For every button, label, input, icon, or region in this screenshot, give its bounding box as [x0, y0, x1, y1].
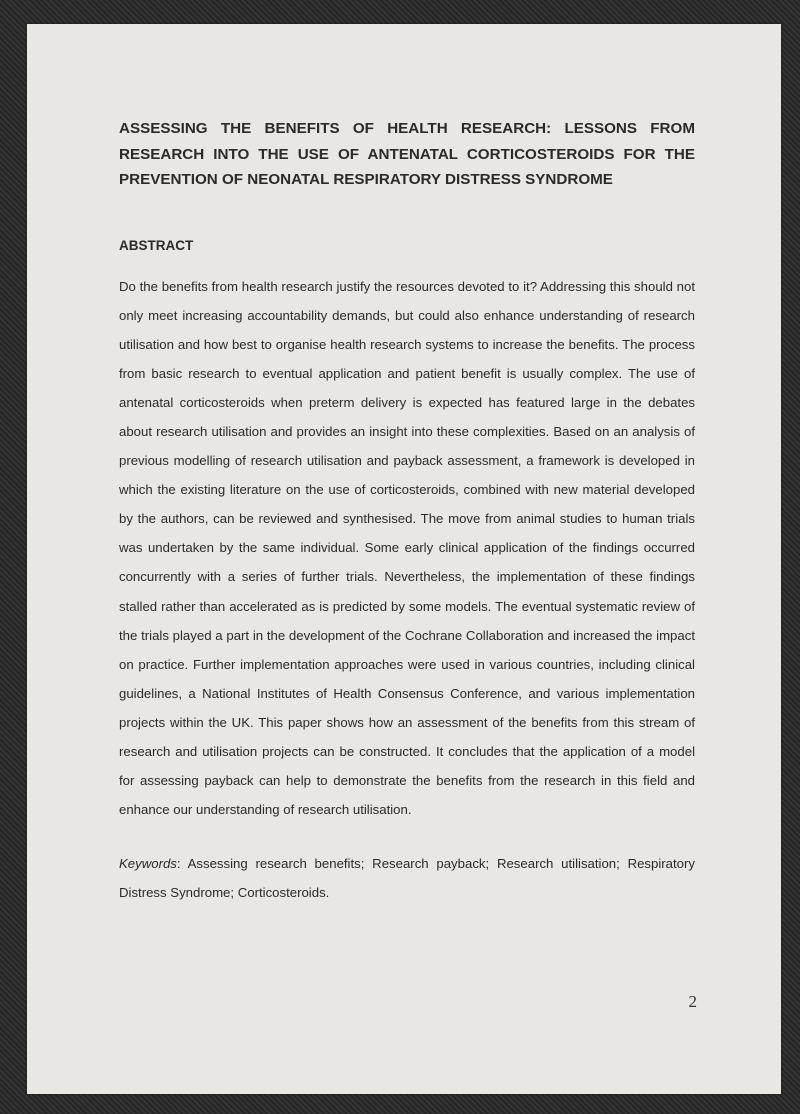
keywords-label: Keywords — [119, 856, 177, 872]
abstract-heading: ABSTRACT — [119, 237, 194, 253]
keywords-text: : Assessing research benefits; Research payback; Research utilisation; Respiratory Distress Syndrome; Corticosteroids. — [119, 856, 695, 901]
abstract-paragraph: Do the benefits from health research justify the resources devoted to it? Addressing this should not only meet increasing accountability demands, but could also enhance understanding of research utilisation and how best to organise health research systems to increase the benefits. The process from basic research to eventual application and patient benefit is usually complex. The use of antenatal corticosteroids when preterm delivery is expected has featured large in the debates about research utilisation and provides an insight into these complexities. Based on an analysis of previous modelling of research utilisation and payback assessment, a framework is developed in which the existing literature on the use of corticosteroids, combined with new material developed by the authors, can be reviewed and synthesised. The move from animal studies to human trials was undertaken by the same individual. Some early clinical application of the findings occurred concurrently with a series of further trials. Nevertheless, the implementation of these findings stalled rather than accelerated as is predicted by some models. The eventual systematic review of the trials played a part in the development of the Cochrane Collaboration and increased the impact on practice. Further implementation approaches were used in various countries, including clinical guidelines, a National Institutes of Health Consensus Conference, and various implementation projects within the UK. This paper shows how an assessment of the benefits from this stream of research and utilisation projects can be constructed. It concludes that the application of a model for assessing payback can help to demonstrate the benefits from the research in this field and enhance our understanding of research utilisation. — [119, 278, 695, 818]
page-content — [119, 116, 695, 907]
document-title: ASSESSING THE BENEFITS OF HEALTH RESEARCH: LESSONS FROM RESEARCH INTO THE USE OF ANTENATAL CORTICOSTEROIDS FOR THE PREVENTION OF NEONATAL RESPIRATORY DISTRESS SYNDROME — [119, 120, 695, 188]
page-number: 2 — [688, 992, 697, 1011]
keywords-paragraph — [119, 849, 695, 907]
document-page — [27, 24, 781, 1094]
